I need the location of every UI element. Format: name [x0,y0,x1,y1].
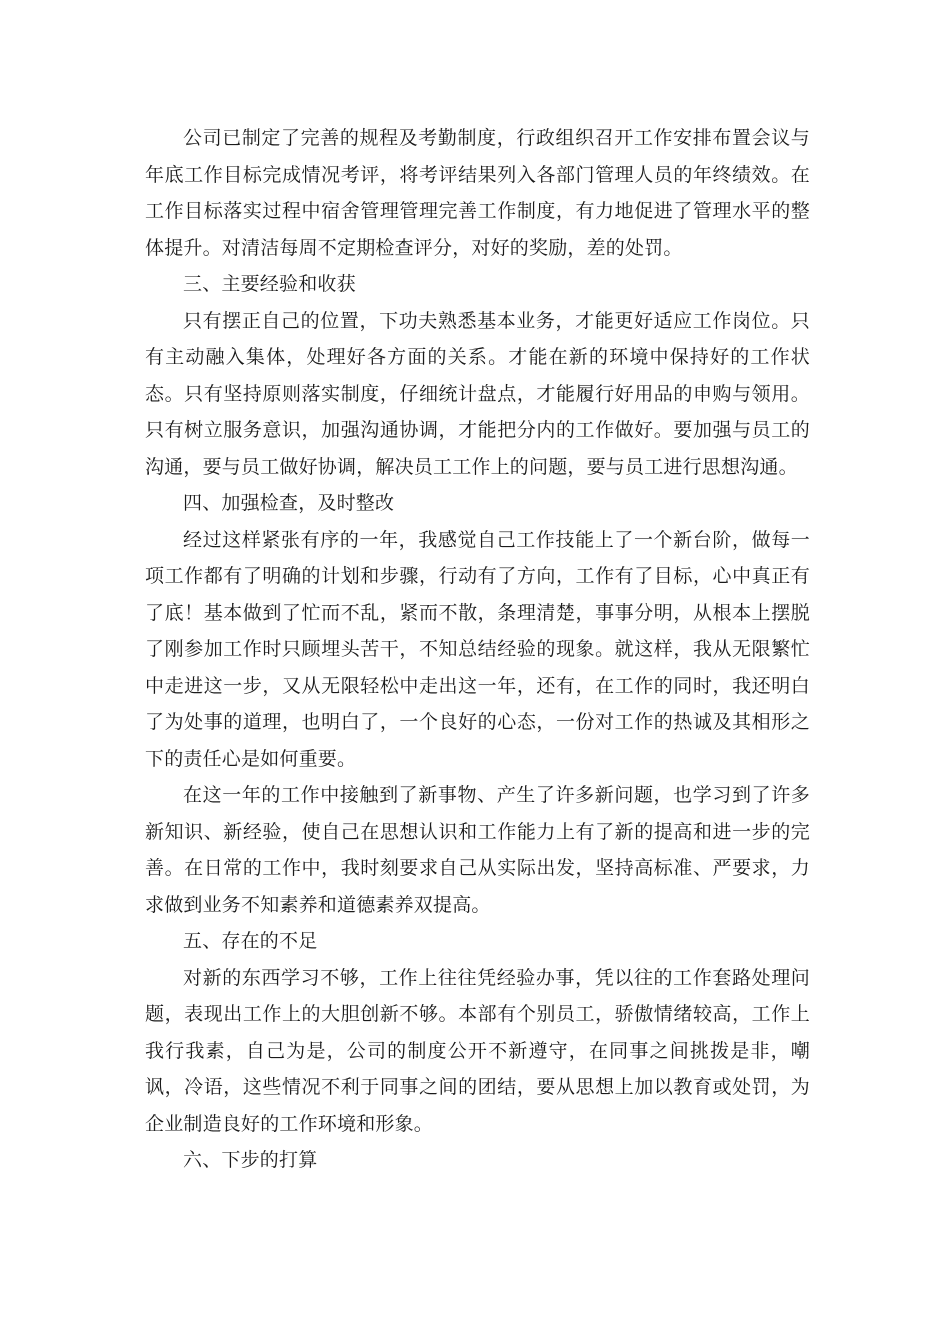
heading-section-6: 六、下步的打算 [183,1149,318,1171]
document-page [145,120,810,1179]
paragraph-company-rules: 公司已制定了完善的规程及考勤制度，行政组织召开工作安排布置会议与年底工作目标完成情况考评，将考评结果列入各部门管理人员的年终绩效。在工作目标落实过程中宿舍管理管理完善工作制度，有力地促进了管理水平的整体提升。对清洁每周不定期检查评分，对好的奖励，差的处罚。 [145,127,810,259]
paragraph-new-knowledge: 在这一年的工作中接触到了新事物、产生了许多新问题，也学习到了许多新知识、新经验，使自己在思想认识和工作能力上有了新的提高和进一步的完善。在日常的工作中，我时刻要求自己从实际出发，坚持高标准、严要求，力求做到业务不知素养和道德素养双提高。 [145,784,810,916]
paragraph-experience: 只有摆正自己的位置，下功夫熟悉基本业务，才能更好适应工作岗位。只有主动融入集体，处理好各方面的关系。才能在新的环境中保持好的工作状态。只有坚持原则落实制度，仔细统计盘点，才能履行好用品的申购与领用。只有树立服务意识，加强沟通协调，才能把分内的工作做好。要加强与员工的沟通，要与员工做好协调，解决员工工作上的问题，要与员工进行思想沟通。 [145,309,810,478]
paragraph-year-review: 经过这样紧张有序的一年，我感觉自己工作技能上了一个新台阶，做每一项工作都有了明确的计划和步骤，行动有了方向，工作有了目标，心中真正有了底！基本做到了忙而不乱，紧而不散，条理清楚，事事分明，从根本上摆脱了刚参加工作时只顾埋头苦干，不知总结经验的现象。就这样，我从无限繁忙中走进这一步，又从无限轻松中走出这一年，还有，在工作的同时，我还明白了为处事的道理，也明白了，一个良好的心态，一份对工作的热诚及其相形之下的责任心是如何重要。 [145,528,810,770]
heading-section-4: 四、加强检查，及时整改 [183,492,395,514]
paragraph-shortcomings: 对新的东西学习不够，工作上往往凭经验办事，凭以往的工作套路处理问题，表现出工作上的大胆创新不够。本部有个别员工，骄傲情绪较高，工作上我行我素，自己为是，公司的制度公开不新遵守，在同事之间挑拨是非，嘲讽，冷语，这些情况不利于同事之间的团结，要从思想上加以教育或处罚，为企业制造良好的工作环境和形象。 [145,966,810,1135]
heading-section-5: 五、存在的不足 [183,930,318,952]
heading-section-3: 三、主要经验和收获 [183,273,356,295]
